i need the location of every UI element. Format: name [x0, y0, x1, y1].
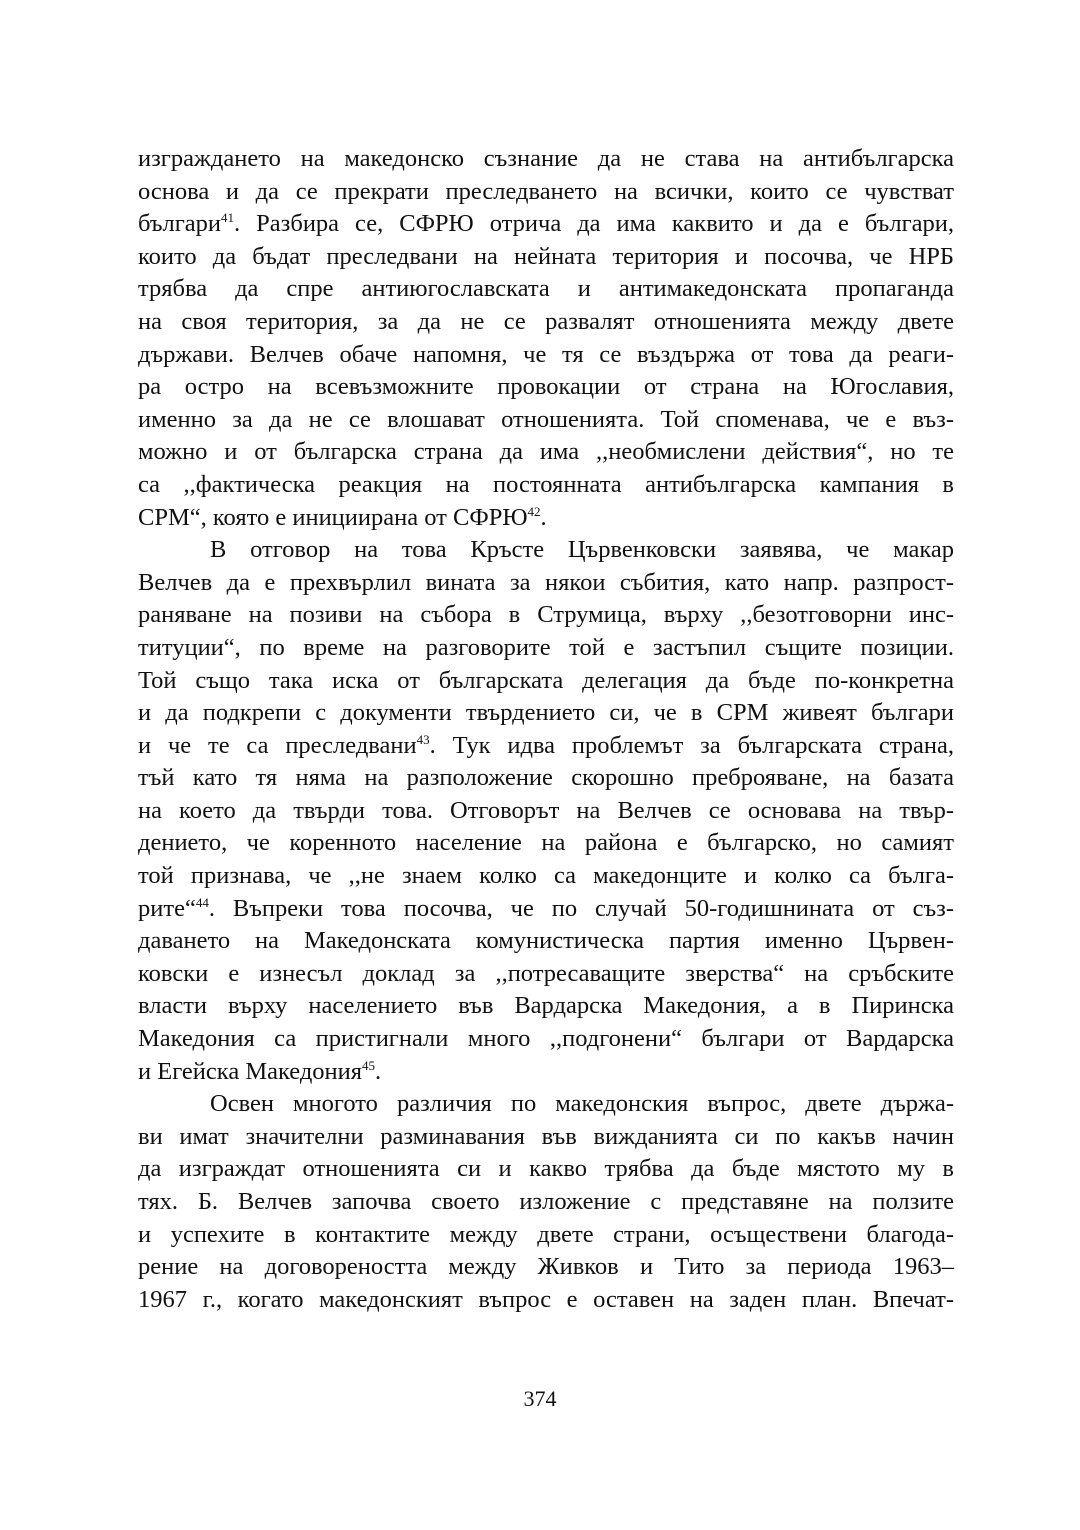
line-text: Освен многото различия по македонския въпрос, двете държа- — [210, 1090, 954, 1118]
line-text: рение на договореността между Живков и Тито за периода 1963– — [138, 1253, 954, 1281]
footnote-marker: 44 — [195, 894, 209, 910]
line-text: и че те са преследвани — [138, 731, 417, 759]
line-text: и Егейска Македония — [138, 1057, 363, 1085]
line-text: основа и да се прекрати преследването на всички, които се чувстват — [138, 177, 954, 205]
text-line — [138, 1023, 954, 1056]
text-line — [138, 241, 954, 274]
text-line — [138, 1153, 954, 1186]
text-line — [138, 1186, 954, 1219]
text-line — [138, 567, 954, 600]
text-line — [138, 306, 954, 339]
text-line — [138, 730, 954, 763]
line-text: трябва да спре антиюгославската и антимакедонската пропаганда — [138, 275, 954, 303]
line-text-continued: . Разбира се, СФРЮ отрича да има каквито и да е българи, — [234, 210, 954, 238]
footnote-marker: 43 — [416, 731, 430, 747]
line-text-continued: . Въпреки това посочва, че по случай 50-годишнината от съз- — [208, 894, 954, 922]
line-text: Той също така иска от българската делегация да бъде по-конкретна — [138, 666, 954, 694]
text-line — [138, 273, 954, 306]
footnote-marker: 41 — [221, 210, 235, 226]
line-text: титуции“, по време на разговорите той е застъпил същите позиции. — [138, 633, 954, 661]
text-line — [138, 339, 954, 372]
text-line — [138, 827, 954, 860]
text-line — [138, 176, 954, 209]
line-text: раняване на позиви на събора в Струмица, върху ,,безотговорни инс- — [138, 601, 954, 629]
text-line — [138, 208, 954, 241]
text-line — [138, 893, 954, 926]
line-text: даването на Македонската комунистическа партия именно Цървен- — [138, 927, 954, 955]
text-line — [138, 469, 954, 502]
text-line — [138, 795, 954, 828]
line-text: ви имат значителни разминавания във вижданията си по какъв начин — [138, 1122, 954, 1150]
text-line — [138, 1284, 954, 1317]
line-text: изграждането на македонско съзнание да не става на антибългарска — [138, 145, 954, 172]
text-line — [138, 958, 954, 991]
text-line — [138, 697, 954, 730]
footnote-marker: 42 — [527, 503, 541, 519]
text-line — [138, 632, 954, 665]
text-line — [138, 1251, 954, 1284]
line-text-continued: . — [540, 503, 547, 531]
text-line — [138, 860, 954, 893]
line-text: които да бъдат преследвани на нейната територия и посочва, че НРБ — [138, 242, 954, 270]
text-line — [138, 599, 954, 632]
line-text: СРМ“, която е инициирана от СФРЮ — [138, 503, 528, 531]
line-text: са ,,фактическа реакция на постоянната антибългарска кампания в — [138, 470, 954, 498]
line-text: Велчев да е прехвърлил вината за някои събития, като напр. разпрост- — [138, 568, 954, 596]
line-text: дението, че коренното население на района е българско, но самият — [138, 829, 954, 857]
line-text: именно за да не се влошават отношенията. Той споменава, че е въз- — [138, 405, 954, 433]
line-text: можно и от българска страна да има ,,необмислени действия“, но те — [138, 438, 954, 466]
text-line — [138, 1088, 954, 1121]
line-text: ра остро на всевъзможните провокации от страна на Югославия, — [138, 373, 954, 401]
text-line — [138, 1056, 954, 1089]
text-line — [138, 665, 954, 698]
text-line — [138, 990, 954, 1023]
line-text: българи — [138, 210, 222, 238]
line-text: да изграждат отношенията си и какво трябва да бъде мястото му в — [138, 1155, 954, 1183]
text-line — [138, 502, 954, 535]
text-line — [138, 404, 954, 437]
line-text: той признава, че ,,не знаем колко са македонците и колко са бълга- — [138, 862, 954, 890]
line-text-continued: . Тук идва проблемът за българската страна, — [429, 731, 954, 759]
text-line — [138, 436, 954, 469]
line-text-continued: . — [375, 1057, 382, 1085]
text-line — [138, 762, 954, 795]
body-text — [138, 143, 954, 1316]
line-text: тъй като тя няма на разположение скорошно преброяване, на базата — [138, 764, 954, 792]
text-line — [138, 143, 954, 176]
text-line — [138, 925, 954, 958]
line-text: В отговор на това Кръсте Цървенковски заявява, че макар — [210, 536, 954, 564]
text-line — [138, 1121, 954, 1154]
line-text: рите“ — [138, 894, 196, 922]
line-text: и да подкрепи с документи твърдението си, че в СРМ живеят българи — [138, 699, 954, 727]
line-text: 1967 г., когато македонският въпрос е оставен на заден план. Впечат- — [138, 1285, 954, 1313]
text-line — [138, 371, 954, 404]
line-text: ковски е изнесъл доклад за ,,потресаващите зверства“ на сръбските — [138, 959, 954, 987]
line-text: власти върху населението във Вардарска Македония, а в Пиринска — [138, 992, 954, 1020]
text-line — [138, 1219, 954, 1252]
footnote-marker: 45 — [362, 1057, 376, 1073]
text-line — [138, 534, 954, 567]
line-text: Македония са пристигнали много ,,подгонени“ българи от Вардарска — [138, 1025, 954, 1053]
line-text: на което да твърди това. Отговорът на Велчев се основава на твър- — [138, 796, 954, 824]
line-text: тях. Б. Велчев започва своето изложение с представяне на ползите — [138, 1188, 954, 1215]
line-text: на своя територия, за да не се развалят отношенията между двете — [138, 307, 954, 335]
line-text: държави. Велчев обаче напомня, че тя се въздържа от това да реаги- — [138, 340, 954, 368]
page-number: 374 — [523, 1386, 557, 1411]
line-text: и успехите в контактите между двете страни, осъществени благода- — [138, 1220, 954, 1248]
